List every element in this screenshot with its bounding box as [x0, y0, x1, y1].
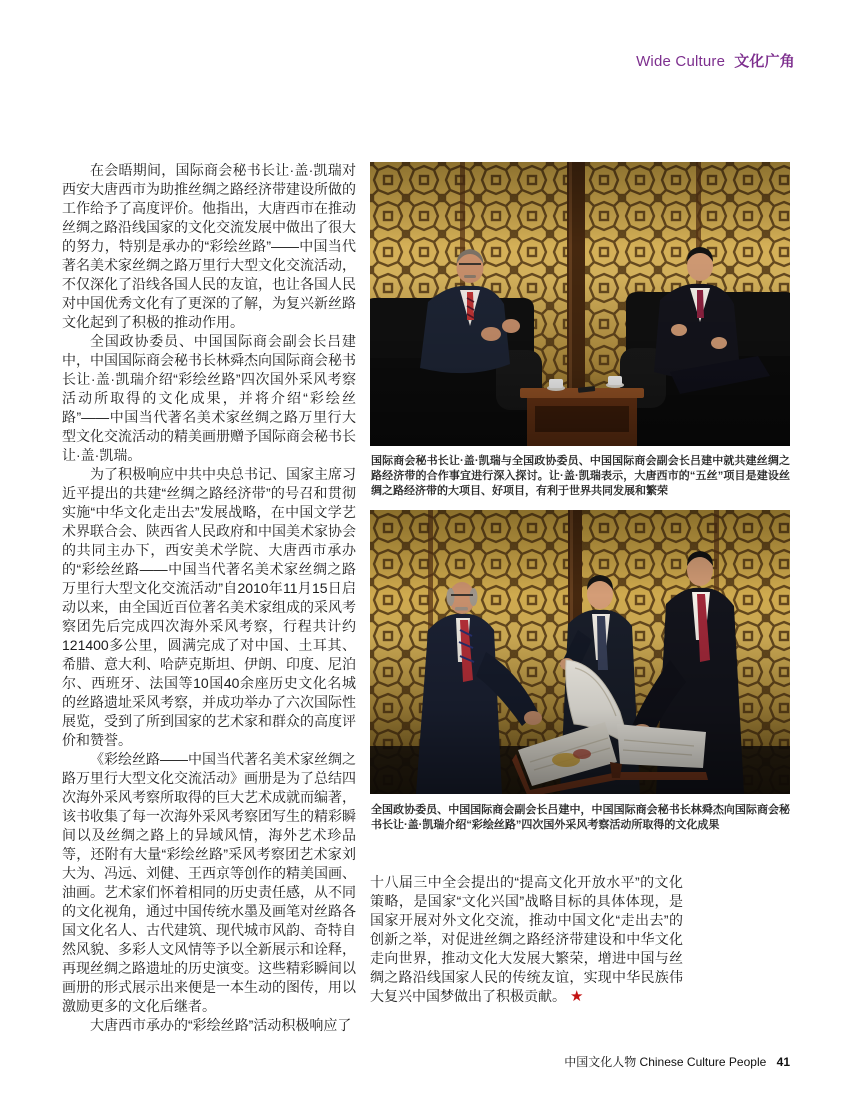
article-paragraph-text: 十八届三中全会提出的“提高文化开放水平”的文化策略，是国家“文化兴国”战略目标的具体体现，是国家开展对外文化交流，推动中国文化“走出去”的创新之举，对促进丝绸之路经济带建设和中华文化走向世界，推动文化大发展大繁荣，增进中国与丝绸之路沿线国家人民的传统友谊，实现中华民族伟大复兴中国梦做出了积极贡献。 — [370, 874, 683, 1004]
footer-title-english: Chinese Culture People — [639, 1055, 767, 1069]
photo-meeting-seated — [370, 162, 790, 446]
article-paragraph: 为了积极响应中共中央总书记、国家主席习近平提出的共建“丝绸之路经济带”的号召和贯彻实施“中华文化走出去”发展战略，在中国文学艺术界联合会、陕西省人民政府和中国美术家协会的共同主办下，西安美术学院、大唐西市承办的“彩绘丝路——中国当代著名美术家丝绸之路万里行大型文化交流活动”自2010年11月15日启动以来，由全国近百位著名美术家组成的采风考察团先后完成四次海外采风考察，行程共计约121400多公里，圆满完成了对中国、土耳其、希腊、意大利、哈萨克斯坦、伊朗、印度、尼泊尔、西班牙、法国等10国40余座历史文化名城的丝路遗址采风考察，并成功举办了六次国际性展览，受到了所到国家的艺术家和群众的高度评价和赞誉。 — [62, 466, 356, 748]
page-footer — [564, 1053, 790, 1070]
article-paragraph: 在会晤期间，国际商会秘书长让·盖·凯瑞对西安大唐西市为助推丝绸之路经济带建设所做的工作给予了高度评价。他指出，大唐西市在推动丝绸之路沿线国家的文化交流发展中做出了很大的努力，特别是承办的“彩绘丝路”——中国当代著名美术家丝绸之路万里行大型文化交流活动，不仅深化了沿线各国人民的友谊，也让各国人民对中国优秀文化有了更深的了解，为复兴新丝路文化起到了积极的推动作用。 — [62, 162, 356, 330]
photo-caption-2: 全国政协委员、中国国际商会副会长吕建中，中国国际商会秘书长林舜杰向国际商会秘书长让·盖·凯瑞介绍“彩绘丝路”四次国外采风考察活动所取得的文化成果 — [371, 804, 790, 831]
article-paragraph — [370, 873, 683, 1006]
article-paragraph: 全国政协委员、中国国际商会副会长吕建中，中国国际商会秘书长林舜杰向国际商会秘书长让·盖·凯瑞介绍“彩绘丝路”四次国外采风考察活动所取得的文化成果，并将介绍“彩绘丝路”——中国当代著名美术家丝绸之路万里行大型文化交流活动的精美画册赠予国际商会秘书长让·盖·凯瑞。 — [62, 333, 356, 463]
article-left-column — [62, 161, 356, 1035]
article-right-column — [370, 873, 683, 1006]
article-paragraph: 大唐西市承办的“彩绘丝路”活动积极响应了 — [90, 1017, 352, 1033]
article-paragraph: 《彩绘丝路——中国当代著名美术家丝绸之路万里行大型文化交流活动》画册是为了总结四次海外采风考察所取得的巨大艺术成就而编著，该书收集了每一次海外采风考察团写生的精彩瞬间以及丝绸之路上的异域风情，海外艺术珍品等，还附有大量“彩绘丝路”采风考察团艺术家刘大为、冯远、刘健、王西京等创作的精美国画、油画。艺术家们怀着相同的历史责任感，从不同的文化视角，通过中国传统水墨及画笔对丝路各国文化名人、古代建筑、现代城市风韵、奇特自然风貌、多彩人文风情等予以全新展示和诠释，再现丝绸之路遗址的历史演变。这些精彩瞬间以画册的形式展示出来便是一本生动的图传，用以激励更多的文化后继者。 — [62, 751, 356, 1014]
section-title-english: Wide Culture — [636, 53, 726, 70]
section-header — [636, 50, 795, 71]
photo-album-presentation — [370, 510, 790, 794]
footer-title-chinese: 中国文化人物 — [564, 1055, 637, 1069]
page-number: 41 — [776, 1055, 790, 1069]
end-star-icon: ★ — [570, 988, 584, 1005]
photo-caption-1: 国际商会秘书长让·盖·凯瑞与全国政协委员、中国国际商会副会长吕建中就共建丝绸之路经济带的合作事宜进行深入探讨。让·盖·凯瑞表示，大唐西市的“五丝”项目是建设丝绸之路经济带的大项目、好项目，有利于世界共同发展和繁荣 — [371, 455, 790, 497]
section-title-chinese: 文化广角 — [734, 53, 795, 70]
